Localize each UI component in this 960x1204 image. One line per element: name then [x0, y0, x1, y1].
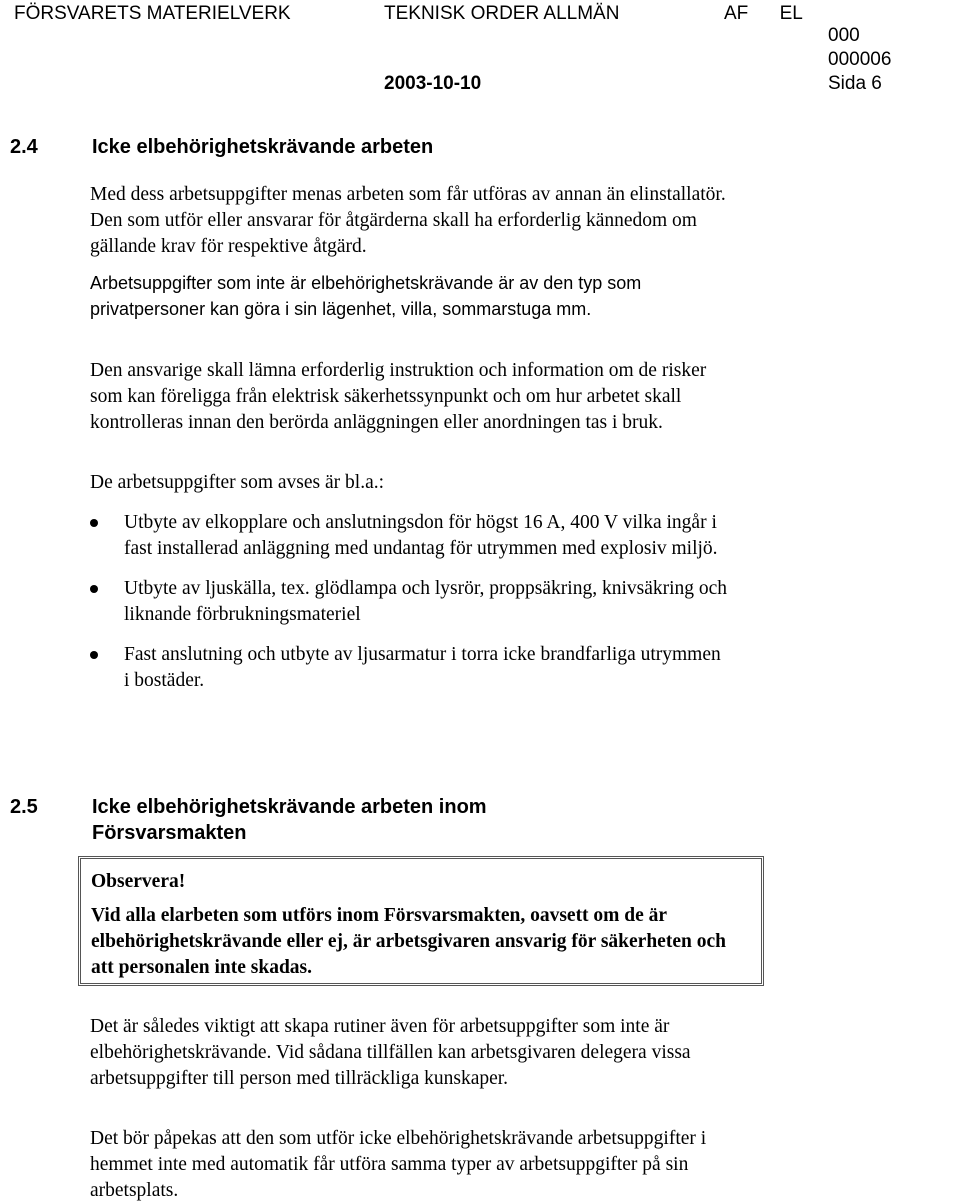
list-item [90, 576, 730, 628]
header-organization: FÖRSVARETS MATERIELVERK [14, 3, 291, 24]
header-number-line2: 000006 [828, 49, 892, 70]
header-date: 2003-10-10 [384, 73, 482, 94]
header-document-code [724, 3, 803, 25]
list-item [90, 642, 730, 694]
section-number: 2.5 [10, 796, 38, 818]
header-page-number: Sida 6 [828, 73, 882, 94]
bullet-icon [90, 519, 98, 527]
section-number: 2.4 [10, 136, 38, 158]
paragraph-task-types: Arbetsuppgifter som inte är elbehörighetskrävande är av den typ som privatpersoner kan göra i sin lägenhet, villa, sommarstuga mm. [90, 273, 642, 319]
header-code-af: AF [724, 3, 749, 24]
note-title: Observera! [91, 871, 186, 892]
header-number-line1: 000 [828, 25, 860, 46]
header-document-type: TEKNISK ORDER ALLMÄN [384, 3, 620, 24]
paragraph-routines: Det är således viktigt att skapa rutiner även för arbetsuppgifter som inte är elbehörighetskrävande. Vid sådana tillfällen kan arbetsgivaren delegera vissa arbetsuppgifter till person med tillräckliga kunskaper. [90, 1016, 691, 1089]
list-item-text: Utbyte av elkopplare och anslutningsdon för högst 16 A, 400 V vilka ingår i fast installerad anläggning med undantag för utrymmen med explosiv miljö. [124, 512, 718, 559]
note-box [78, 856, 764, 986]
section-title-line2: Försvarsmakten [92, 822, 247, 844]
bullet-icon [90, 585, 98, 593]
paragraph-task-intro: De arbetsuppgifter som avses är bl.a.: [90, 472, 385, 493]
task-bullet-list [90, 510, 730, 708]
list-item-text: Utbyte av ljuskälla, tex. glödlampa och lysrör, proppsäkring, knivsäkring och liknande förbrukningsmateriel [124, 578, 728, 625]
paragraph-responsibility: Den ansvarige skall lämna erforderlig instruktion och information om de risker som kan föreligga från elektrisk säkerhetssynpunkt och om hur arbetet skall kontrolleras innan den berörda anläggningen eller anordningen tas i bruk. [90, 360, 707, 433]
section-title: Icke elbehörighetskrävande arbeten [92, 136, 434, 158]
list-item-text: Fast anslutning och utbyte av ljusarmatur i torra icke brandfarliga utrymmen i bostäder. [124, 644, 721, 691]
list-item [90, 510, 730, 562]
paragraph-definition: Med dess arbetsuppgifter menas arbeten som får utföras av annan än elinstallatör. Den som utför eller ansvarar för åtgärderna skall ha erforderlig kännedom om gällande krav för respektive åtgärd. [90, 184, 726, 257]
note-text: Vid alla elarbeten som utförs inom Försvarsmakten, oavsett om de är elbehörighetskrävande eller ej, är arbetsgivaren ansvarig för säkerheten och att personalen inte skadas. [91, 905, 726, 978]
section-title-line1: Icke elbehörighetskrävande arbeten inom [92, 796, 487, 818]
paragraph-home-vs-work: Det bör påpekas att den som utför icke elbehörighetskrävande arbetsuppgifter i hemmet inte med automatik får utföra samma typer av arbetsuppgifter på sin arbetsplats. [90, 1128, 707, 1201]
bullet-icon [90, 651, 98, 659]
header-code-el: EL [779, 3, 803, 24]
